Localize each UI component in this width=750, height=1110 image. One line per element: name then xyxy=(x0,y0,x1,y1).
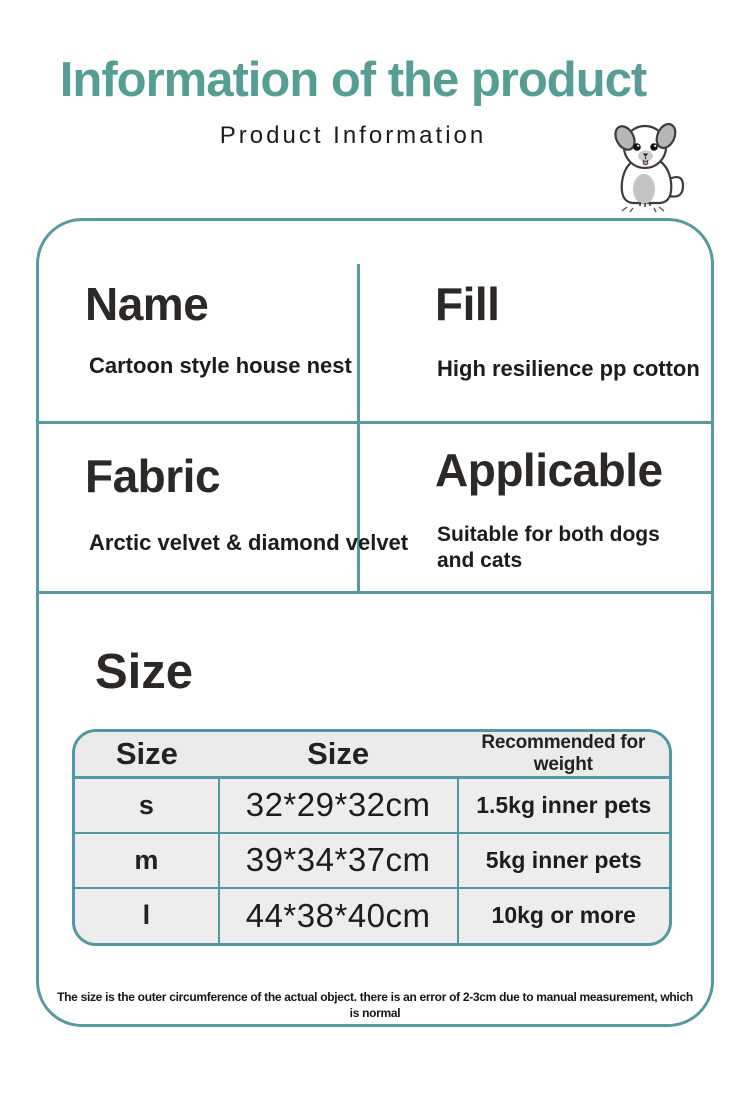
size-weight-cell: 5kg inner pets xyxy=(458,833,669,888)
section-label-fill: Fill xyxy=(435,278,500,330)
section-value-fill: High resilience pp cotton xyxy=(437,356,700,381)
section-label-applicable: Applicable xyxy=(435,444,663,496)
column-header-size-letter: Size xyxy=(75,732,219,778)
section-value-applicable: Suitable for both dogs and cats xyxy=(437,523,660,573)
table-row xyxy=(75,888,669,943)
section-label-name: Name xyxy=(85,278,209,330)
size-table xyxy=(72,729,672,946)
vertical-divider xyxy=(357,264,360,421)
dog-illustration xyxy=(599,122,695,214)
section-label-fabric: Fabric xyxy=(85,450,221,502)
size-table-header-row xyxy=(75,732,669,778)
size-letter-cell: s xyxy=(75,778,219,833)
size-letter-cell: l xyxy=(75,888,219,943)
horizontal-divider xyxy=(39,421,711,424)
size-section-heading: Size xyxy=(95,645,194,699)
section-value-fabric: Arctic velvet & diamond velvet xyxy=(89,530,409,555)
page-subtitle: Product Information xyxy=(219,122,487,149)
size-dimensions-cell: 39*34*37cm xyxy=(219,833,458,888)
size-dimensions-cell: 44*38*40cm xyxy=(219,888,458,943)
horizontal-divider xyxy=(39,591,711,594)
product-info-card xyxy=(36,218,714,1027)
table-row xyxy=(75,778,669,833)
table-row xyxy=(75,833,669,888)
page-title: Information of the product xyxy=(59,53,647,107)
column-header-recommended-weight: Recommended for weight xyxy=(458,732,669,778)
size-weight-cell: 10kg or more xyxy=(458,888,669,943)
size-dimensions-cell: 32*29*32cm xyxy=(219,778,458,833)
vertical-divider xyxy=(357,421,360,591)
section-value-name: Cartoon style house nest xyxy=(89,353,352,378)
measurement-note: The size is the outer circumference of the actual object. there is an error of 2-3cm due to manual measurement, which is normal xyxy=(57,990,693,1020)
size-letter-cell: m xyxy=(75,833,219,888)
column-header-size-dimensions: Size xyxy=(219,732,458,778)
size-weight-cell: 1.5kg inner pets xyxy=(458,778,669,833)
